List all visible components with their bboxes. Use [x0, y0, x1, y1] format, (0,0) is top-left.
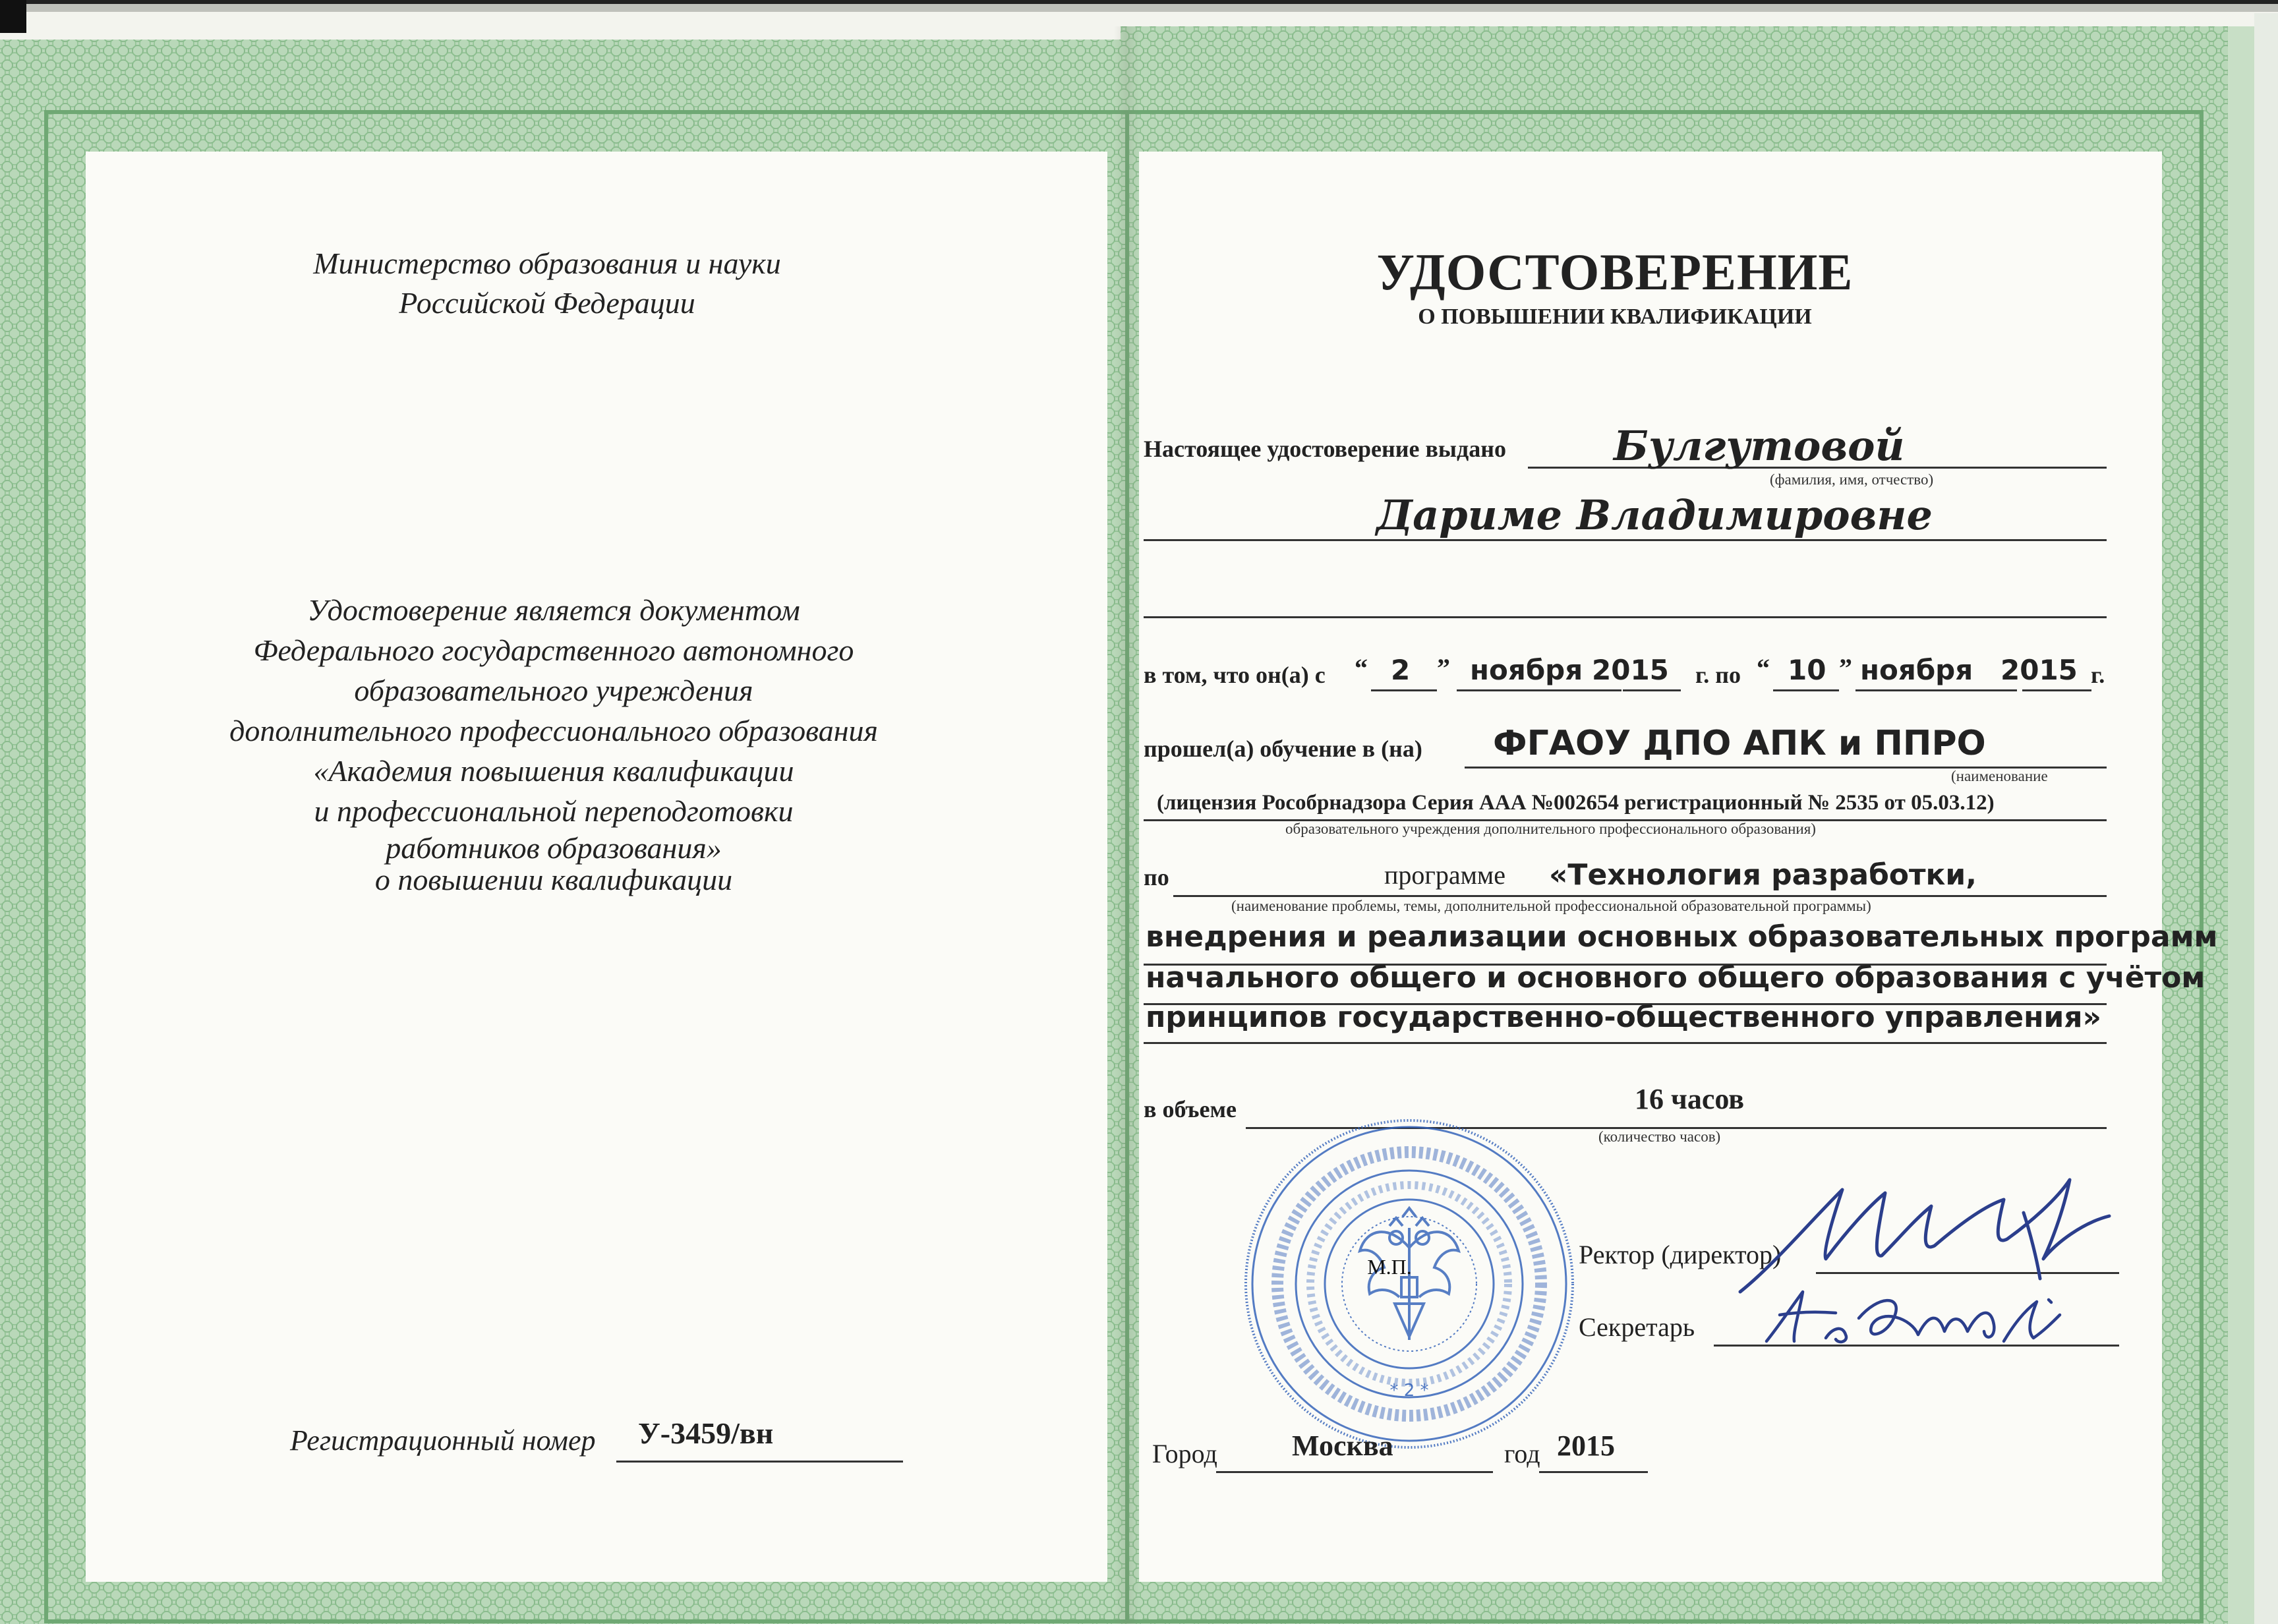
from-day: 2	[1391, 654, 1411, 686]
center-fold	[1114, 26, 1140, 1624]
registration-number: У-3459/вн	[638, 1416, 774, 1450]
institution-name: ФГАОУ ДПО АПК и ППРО	[1493, 724, 1986, 763]
city-value: Москва	[1292, 1430, 1393, 1462]
registration-label: Регистрационный номер	[290, 1424, 596, 1457]
program-caption: (наименование проблемы, темы, дополнительной профессиональной образовательной программы)	[1231, 898, 1871, 914]
to-month: ноября	[1860, 654, 1973, 686]
secretary-label: Секретарь	[1579, 1312, 1695, 1342]
left-body-text	[178, 590, 929, 894]
quote-close: ”	[1437, 653, 1450, 683]
hours-caption: (количество часов)	[1598, 1128, 1721, 1145]
hours-value: 16 часов	[1635, 1083, 1745, 1115]
body-line: работников образования»	[386, 831, 722, 865]
from-month: ноября	[1470, 654, 1583, 686]
ministry-line: Российской Федерации	[399, 286, 695, 320]
to-day: 10	[1788, 654, 1826, 686]
to-year-underline	[2022, 689, 2091, 691]
svg-text:* 2 *: * 2 *	[1389, 1381, 1429, 1401]
quote-open: “	[1757, 653, 1770, 683]
quote-close: ”	[1839, 653, 1852, 683]
program-underline-4	[1144, 1042, 2107, 1044]
city-underline	[1216, 1471, 1493, 1473]
certificate-title: УДОСТОВЕРЕНИЕ	[1376, 243, 1854, 301]
trained-at-label: прошел(а) обучение в (на)	[1144, 736, 1422, 762]
program-line-2: внедрения и реализации основных образовательных программ	[1146, 920, 2218, 954]
body-line: образовательного учреждения	[354, 674, 753, 707]
seal-label: М.П.	[1367, 1255, 1412, 1279]
year-underline	[1539, 1471, 1648, 1473]
to-year: 2015	[2001, 654, 2078, 686]
volume-label: в объеме	[1144, 1096, 1237, 1122]
body-line: «Академия повышения квалификации	[313, 754, 794, 788]
program-label: по	[1144, 864, 1169, 890]
period-prefix: в том, что он(а) с	[1144, 662, 1326, 688]
ministry-header	[218, 244, 877, 323]
year-value: 2015	[1557, 1430, 1615, 1462]
to-day-underline	[1773, 689, 1839, 691]
secretary-signature	[1753, 1279, 2063, 1358]
stamp-center-number: 2	[1403, 1381, 1415, 1401]
ministry-line: Министерство образования и науки	[313, 246, 781, 280]
certificate-subtitle: О ПОВЫШЕНИИ КВАЛИФИКАЦИИ	[1418, 304, 1812, 329]
registration-underline	[616, 1461, 903, 1463]
from-day-underline	[1371, 689, 1437, 691]
body-line: о повышении квалификации	[374, 863, 733, 896]
name-underline	[1144, 539, 2107, 541]
rector-label: Ректор (директор)	[1579, 1240, 1782, 1269]
program-line-4: принципов государственно-общественного управления»	[1146, 1000, 2101, 1034]
official-stamp	[1238, 1113, 1581, 1455]
program-line-3: начального общего и основного общего образования с учётом	[1146, 961, 2205, 995]
surname: Булгутовой	[1614, 422, 1905, 470]
license-caption: образовательного учреждения дополнительного профессионального образования)	[1285, 821, 1816, 837]
quote-open: “	[1355, 653, 1368, 683]
body-line: Удостоверение является документом	[307, 593, 800, 627]
period-to-label: г. по	[1695, 662, 1741, 688]
institution-caption: (наименование	[1951, 768, 2048, 784]
program-word: программе	[1384, 860, 1505, 890]
body-line: и профессиональной переподготовки	[314, 794, 794, 828]
body-line: Федерального государственного автономного	[253, 633, 854, 667]
year-label: год	[1504, 1439, 1540, 1468]
blank-underline	[1144, 616, 2107, 618]
given-names: Дариме Владимировне	[1376, 491, 1933, 539]
city-label: Город	[1152, 1439, 1217, 1468]
name-caption: (фамилия, имя, отчество)	[1770, 471, 1934, 488]
from-month-underline	[1457, 689, 1621, 691]
from-year-underline	[1623, 689, 1681, 691]
period-suffix: г.	[2091, 662, 2105, 688]
to-month-underline	[1855, 689, 2017, 691]
program-underline-1	[1173, 895, 2107, 897]
issued-to-label: Настоящее удостоверение выдано	[1144, 436, 1506, 462]
license-text: (лицензия Рособрнадзора Серия ААА №002654 регистрационный № 2535 от 05.03.12)	[1157, 791, 1995, 815]
program-line-1: «Технология разработки,	[1549, 858, 1977, 892]
from-year: 2015	[1592, 654, 1669, 686]
body-line: дополнительного профессионального образования	[229, 714, 878, 747]
